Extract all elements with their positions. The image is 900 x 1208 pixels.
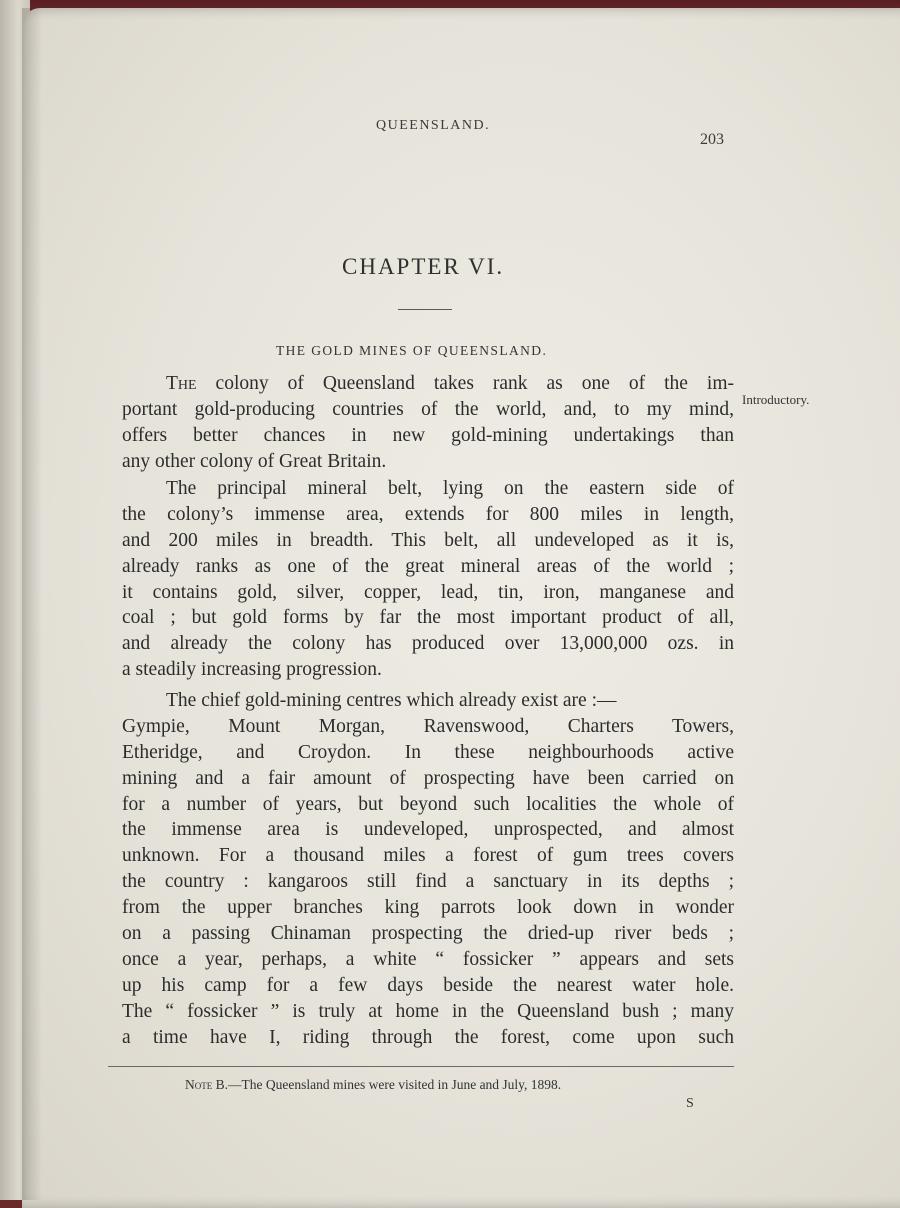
paragraph-line: coal ; but gold forms by far the most important product of all, bbox=[122, 607, 734, 629]
section-title: THE GOLD MINES OF QUEENSLAND. bbox=[276, 343, 548, 358]
paragraph-line: unknown. For a thousand miles a forest of gum trees covers bbox=[122, 845, 734, 867]
paragraph-line: and already the colony has produced over 13,000,000 ozs. in bbox=[122, 633, 734, 655]
page-gutter-shadow bbox=[22, 8, 42, 1200]
paragraph-line: The “ fossicker ” is truly at home in the Queensland bush ; many bbox=[122, 1000, 734, 1022]
chapter-rule bbox=[398, 309, 452, 310]
paragraph-line: the country : kangaroos still find a sanctuary in its depths ; bbox=[122, 871, 734, 893]
footnote bbox=[185, 1077, 561, 1093]
signature-mark: S bbox=[686, 1096, 694, 1111]
paragraph-line: offers better chances in new gold-mining undertakings than bbox=[122, 424, 734, 446]
paragraph-line: from the upper branches king parrots look down in wonder bbox=[122, 897, 734, 919]
paragraph-line: and 200 miles in breadth. This belt, all undeveloped as it is, bbox=[122, 529, 734, 551]
margin-note: Introductory. bbox=[742, 392, 810, 407]
paragraph-line: portant gold-producing countries of the world, and, to my mind, bbox=[122, 398, 734, 420]
paragraph-line: on a passing Chinaman prospecting the dried-up river beds ; bbox=[122, 923, 734, 945]
paragraph-line: The principal mineral belt, lying on the eastern side of bbox=[166, 478, 734, 499]
paragraph-2 bbox=[122, 476, 734, 683]
page-number: 203 bbox=[700, 131, 724, 148]
paragraph-line: mining and a fair amount of prospecting have been carried on bbox=[122, 767, 734, 789]
paragraph-1 bbox=[122, 371, 734, 475]
paragraph-line: for a number of years, but beyond such localities the whole of bbox=[122, 793, 734, 815]
chapter-title: CHAPTER VI. bbox=[342, 254, 505, 279]
paragraph-lead-word: The bbox=[166, 373, 197, 394]
paragraph-line: up his camp for a few days beside the nearest water hole. bbox=[122, 974, 734, 996]
paragraph-line: a time have I, riding through the forest, come upon such bbox=[122, 1026, 734, 1048]
paragraph-line: any other colony of Great Britain. bbox=[122, 450, 387, 472]
paragraph-line: The colony of Queensland takes rank as one of the im- bbox=[166, 373, 734, 394]
footnote-label: Note B. bbox=[185, 1077, 228, 1092]
paragraph-line: a steadily increasing progression. bbox=[122, 659, 382, 681]
paragraph-line: The chief gold-mining centres which already exist are :— bbox=[166, 690, 617, 711]
running-head: QUEENSLAND. bbox=[376, 118, 491, 133]
paragraph-line: already ranks as one of the great mineral areas of the world ; bbox=[122, 555, 734, 577]
footnote-rule bbox=[108, 1066, 734, 1067]
footnote-text: —The Queensland mines were visited in June and July, 1898. bbox=[228, 1077, 562, 1092]
paragraph-line: the colony’s immense area, extends for 800 miles in length, bbox=[122, 503, 734, 525]
paragraph-line: once a year, perhaps, a white “ fossicker ” appears and sets bbox=[122, 948, 734, 970]
paragraph-line: Etheridge, and Croydon. In these neighbourhoods active bbox=[122, 741, 734, 763]
paragraph-3 bbox=[122, 688, 734, 1050]
paragraph-line: the immense area is undeveloped, unprospected, and almost bbox=[122, 819, 734, 841]
paragraph-line: Gympie, Mount Morgan, Ravenswood, Charters Towers, bbox=[122, 715, 734, 737]
paragraph-line: it contains gold, silver, copper, lead, tin, iron, manganese and bbox=[122, 581, 734, 603]
